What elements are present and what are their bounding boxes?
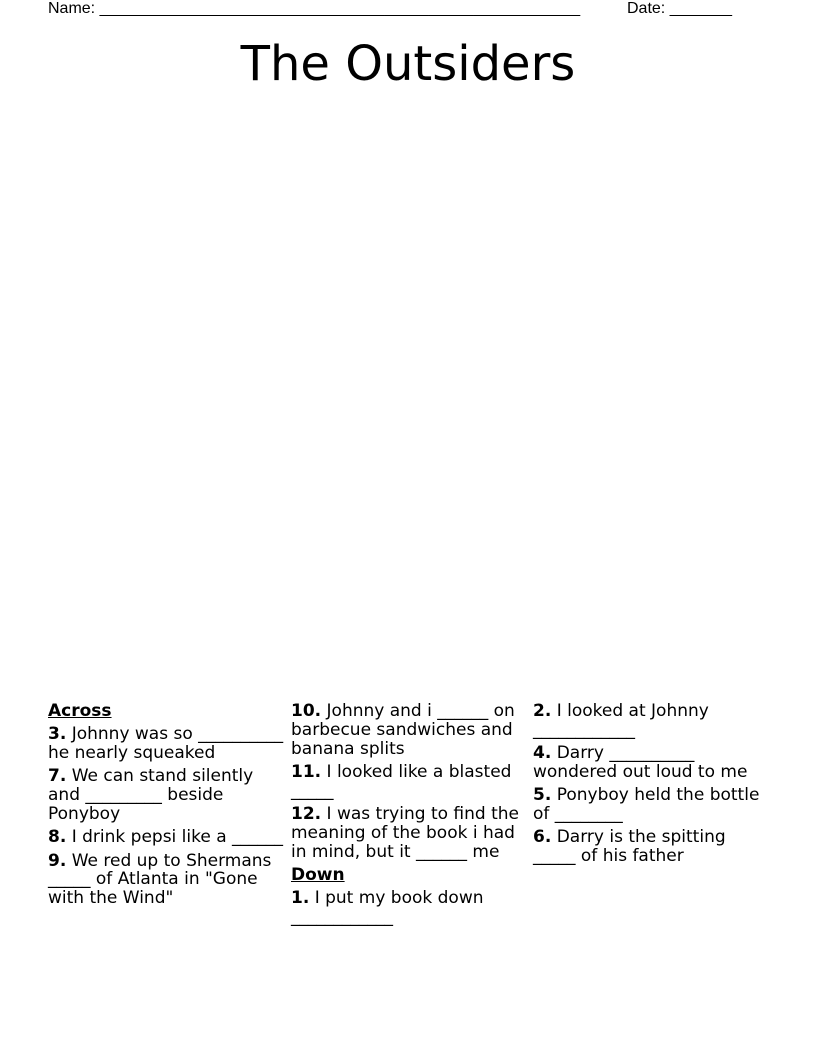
clue-down-1 [291, 889, 529, 927]
date-blank[interactable]: _______ [669, 0, 732, 17]
clue-text: I put my book down ____________ [291, 888, 484, 927]
clue-down-6 [533, 828, 771, 866]
clue-number: 1. [291, 888, 310, 909]
clue-number: 5. [533, 785, 552, 806]
clue-across-3 [48, 725, 286, 763]
clue-across-10 [291, 702, 529, 758]
clue-column-2 [291, 702, 529, 931]
clue-number: 6. [533, 827, 552, 848]
clue-across-12 [291, 805, 529, 861]
clue-number: 12. [291, 803, 322, 824]
clue-across-9 [48, 852, 286, 908]
clue-column-3 [533, 702, 771, 870]
clue-number: 3. [48, 724, 67, 745]
clue-text: Ponyboy held the bottle of ________ [533, 785, 760, 824]
across-heading: Across [48, 701, 112, 721]
clue-text: I looked at Johnny ____________ [533, 701, 709, 740]
clue-number: 11. [291, 761, 322, 782]
page-title: The Outsiders [240, 36, 576, 92]
clue-text: Darry is the spitting _____ of his father [533, 827, 726, 867]
clue-text: Johnny and i ______ on barbecue sandwiches and banana splits [291, 701, 515, 759]
clue-text: I looked like a blasted _____ [291, 761, 512, 801]
clue-number: 2. [533, 701, 552, 721]
clue-down-5 [533, 786, 771, 824]
clue-text: Darry __________ wondered out loud to me [533, 743, 748, 782]
clue-number: 8. [48, 827, 67, 848]
clue-across-7 [48, 767, 286, 823]
clue-number: 10. [291, 701, 322, 721]
date-line [627, 0, 732, 18]
clue-down-4 [533, 744, 771, 782]
clue-text: We can stand silently and _________ beside Ponyboy [48, 766, 254, 824]
clue-text: We red up to Shermans _____ of Atlanta in "Gone with the Wind" [48, 850, 272, 909]
name-blank[interactable]: ______________________________________________________ [99, 0, 581, 17]
clue-number: 9. [48, 850, 67, 871]
clue-text: I drink pepsi like a ______ [71, 827, 284, 848]
date-label: Date: [627, 0, 666, 17]
name-label: Name: [48, 0, 96, 17]
down-heading: Down [291, 864, 345, 885]
clue-across-8 [48, 828, 286, 847]
clue-column-1 [48, 702, 286, 912]
clue-number: 4. [533, 743, 552, 764]
clue-down-2 [533, 702, 771, 740]
crossword-grid-area [48, 110, 768, 690]
clue-across-11 [291, 763, 529, 801]
clue-number: 7. [48, 766, 67, 787]
clue-text: I was trying to find the meaning of the book i had in mind, but it ______ me [291, 803, 519, 862]
clue-text: Johnny was so __________ he nearly squeaked [48, 724, 284, 764]
name-line [48, 0, 580, 18]
